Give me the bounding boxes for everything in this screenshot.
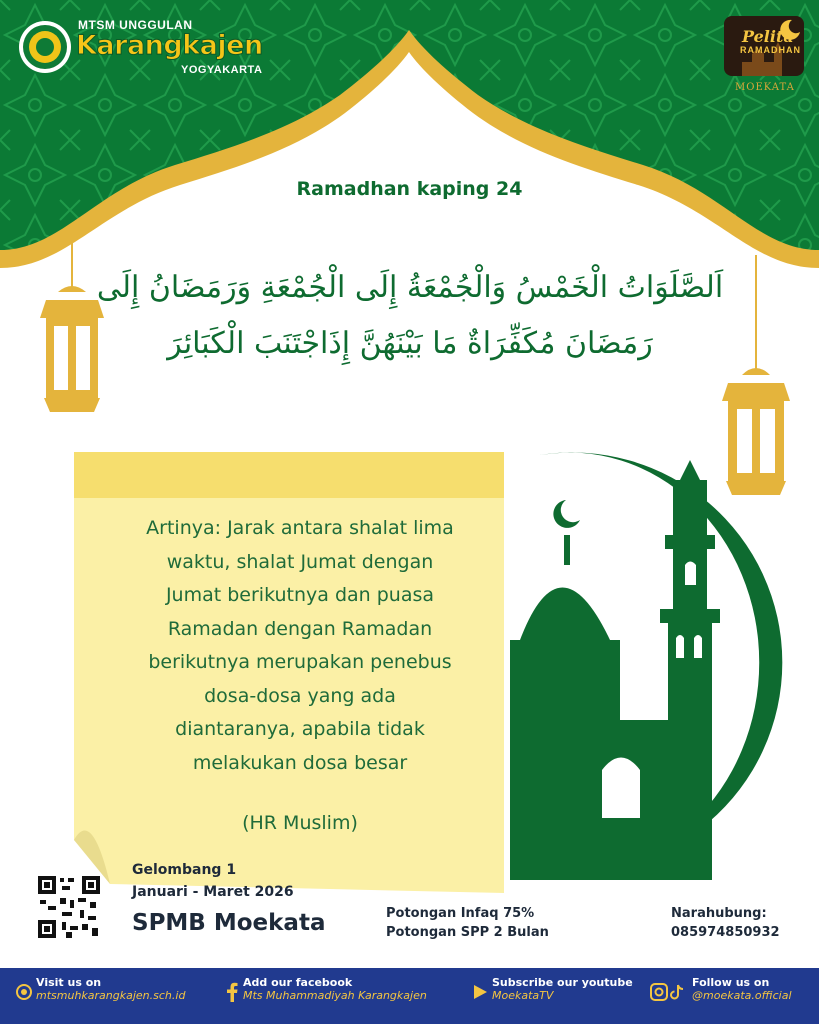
footer-facebook[interactable] <box>243 976 427 1002</box>
pelita-brand: MOEKATA <box>735 82 795 93</box>
arabic-line: رَمَضَانَ مُكَفِّرَاةٌ مَا بَيْنَهُنَّ إِذَاجْتَنَبَ الْكَبَائِرَ <box>167 326 653 361</box>
instagram-tiktok-icon <box>650 983 690 1001</box>
translation-line: waktu, shalat Jumat dengan <box>166 550 434 573</box>
qr-code[interactable] <box>36 874 102 940</box>
hadith-source: (HR Muslim) <box>242 812 358 834</box>
footer-youtube-value: MoekataTV <box>492 989 554 1002</box>
registration-wave: Gelombang 1 <box>132 862 237 878</box>
registration-period: Januari - Maret 2026 <box>132 884 294 900</box>
youtube-icon <box>472 984 488 1000</box>
mosque-illustration <box>480 440 819 880</box>
translation-line: Ramadan dengan Ramadan <box>167 617 433 640</box>
web-icon <box>16 984 32 1000</box>
discount-spp: Potongan SPP 2 Bulan <box>386 925 549 940</box>
translation-line: dosa-dosa yang ada <box>204 684 396 707</box>
footer-website[interactable] <box>36 976 185 1002</box>
translation-line: berikutnya merupakan penebus <box>148 651 452 673</box>
facebook-icon <box>226 982 238 1002</box>
translation-text <box>110 512 490 780</box>
school-brand: Karangkajen <box>76 30 263 61</box>
footer-youtube[interactable] <box>492 976 633 1002</box>
translation-line: diantaranya, apabila tidak <box>175 718 425 740</box>
footer-website-value: mtsmuhkarangkajen.sch.id <box>36 989 186 1002</box>
footer-facebook-value: Mts Muhammadiyah Karangkajen <box>243 989 427 1002</box>
translation-line: Jumat berikutnya dan puasa <box>165 584 435 606</box>
translation-line: Artinya: Jarak antara shalat lima <box>146 517 454 539</box>
footer-website-label: Visit us on <box>36 976 102 989</box>
footer-youtube-label: Subscribe our youtube <box>492 976 633 989</box>
arabic-hadith <box>80 260 740 372</box>
pelita-subtitle: RAMADHAN <box>740 45 801 55</box>
discount-infaq: Potongan Infaq 75% <box>386 906 535 921</box>
school-name-line: MTSM UNGGULAN <box>78 18 193 32</box>
footer-social-value: @moekata.official <box>692 989 792 1002</box>
translation-line: melakukan dosa besar <box>192 751 408 774</box>
arabic-line: اَلصَّلَوَاتُ الْخَمْسُ وَالْجُمْعَةُ إِلَى الْجُمْعَةِ وَرَمَضَانُ إِلَى <box>96 270 724 305</box>
registration-name: SPMB Moekata <box>132 910 326 936</box>
pelita-title: Pelita <box>742 27 794 46</box>
school-city: YOGYAKARTA <box>181 64 263 76</box>
footer-social-label: Follow us on <box>692 976 770 989</box>
page-title: Ramadhan kaping 24 <box>296 178 523 200</box>
footer-bar <box>0 968 819 1024</box>
footer-facebook-label: Add our facebook <box>243 976 353 989</box>
contact-label: Narahubung: <box>671 906 767 921</box>
school-logo <box>18 20 72 74</box>
contact-phone[interactable]: 085974850932 <box>671 925 780 940</box>
footer-social[interactable] <box>692 976 792 1002</box>
